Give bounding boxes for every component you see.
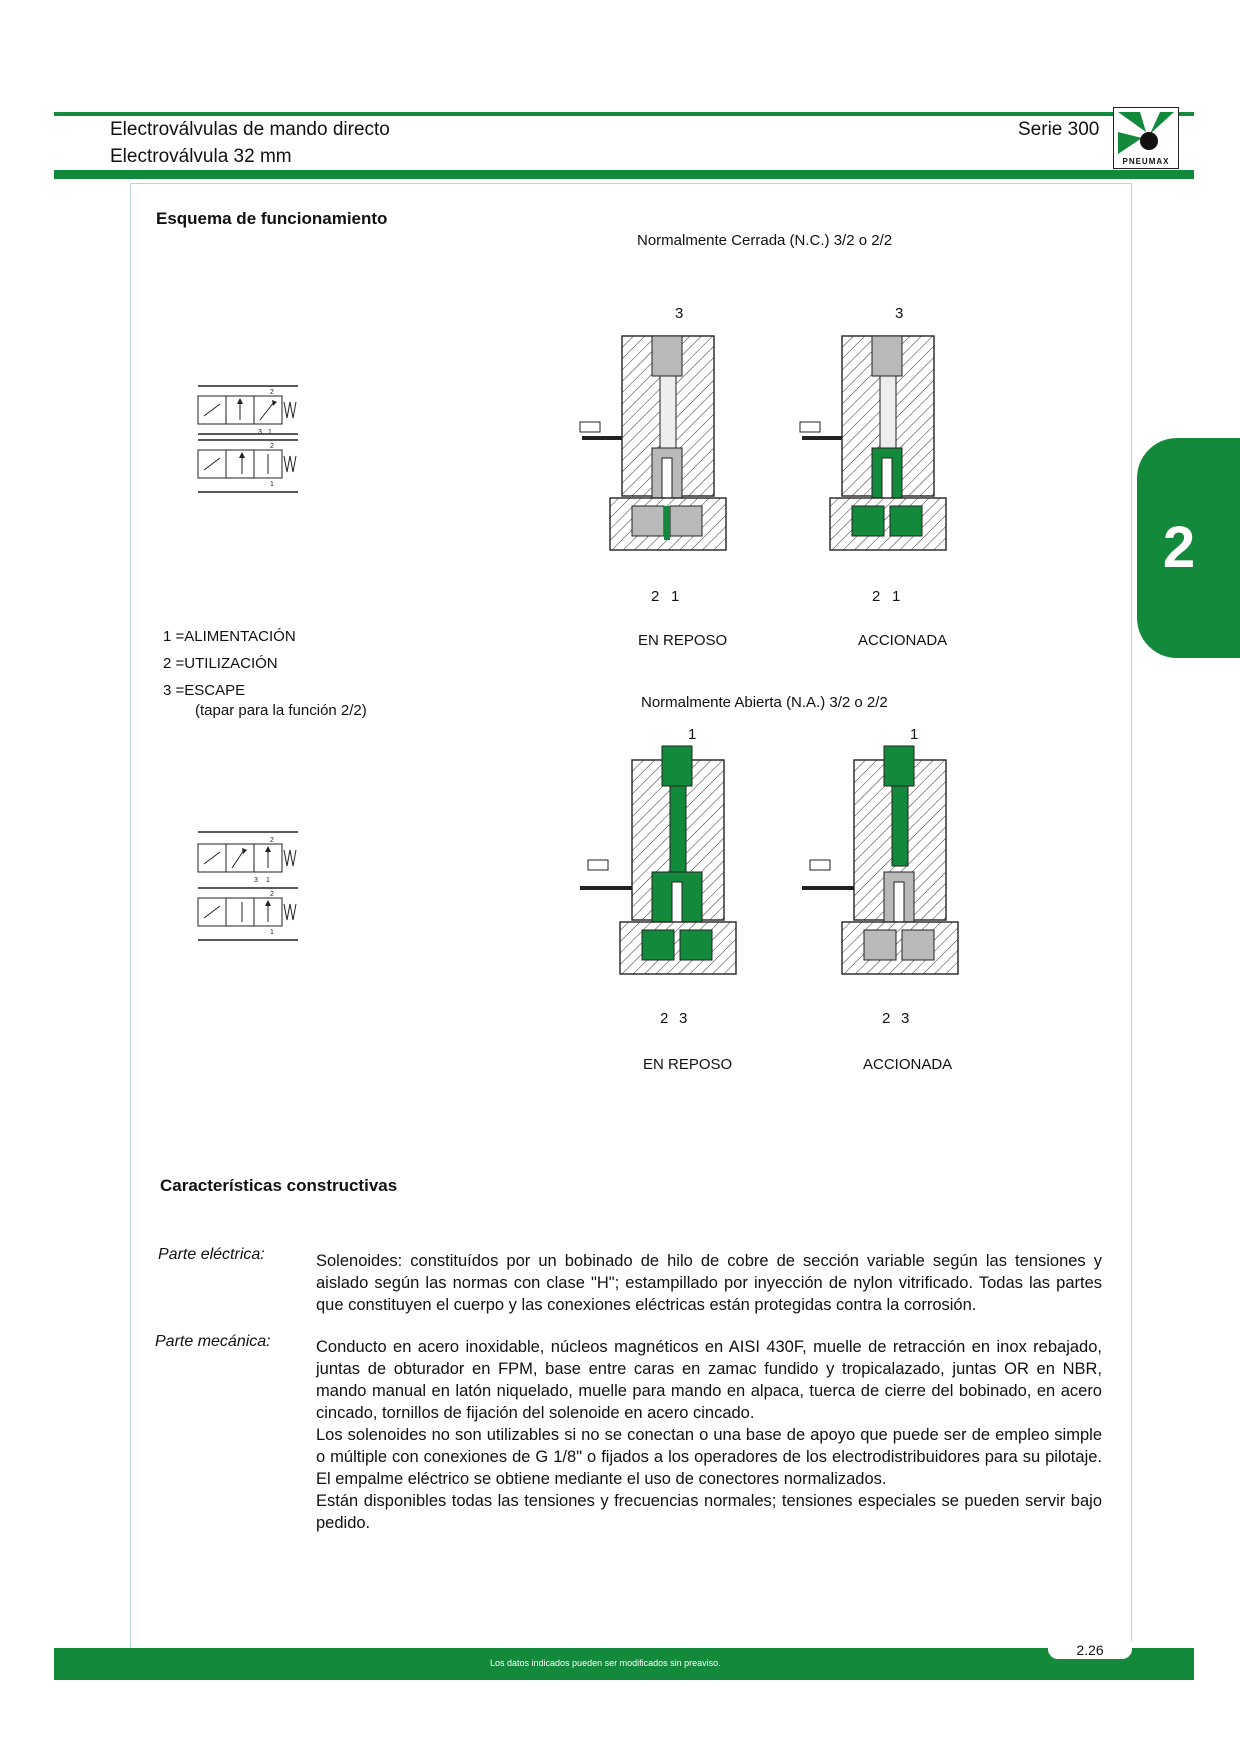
svg-text:1: 1 <box>266 877 270 884</box>
legend-num: 3 <box>163 682 172 699</box>
legend-item-1 <box>163 628 296 645</box>
na-rest-port-left: 2 <box>660 1010 669 1027</box>
valve-nc-rest-drawing <box>570 320 760 590</box>
na-rest-label: EN REPOSO <box>643 1056 733 1073</box>
legend-text: =ESCAPE <box>175 682 246 699</box>
nc-2-2-symbol <box>198 440 308 500</box>
svg-text:2: 2 <box>270 443 274 450</box>
schema-heading: Esquema de funcionamiento <box>156 209 388 228</box>
mechanical-paragraph-3: Están disponibles todas las tensiones y frecuencias normales; tensiones especiales se pueden servir bajo pedido. <box>316 1492 1102 1532</box>
legend-item-3 <box>163 682 245 699</box>
nc-rest-label: EN REPOSO <box>638 632 728 649</box>
na-2-2-symbol <box>198 888 308 958</box>
mechanical-paragraph-1: Conducto en acero inoxidable, núcleos magnéticos en AISI 430F, muelle de retracción en inox rebajado, juntas de obturador en FPM, base entre caras en zamac fundido y tropicalazado, juntas OR en NBR, mando manual en latón niquelado, muelle para mando en alpaca, tuerca de cierre del bobinado, en acero cincado, tornillos de fijación del solenoide en acero cincado. <box>316 1338 1102 1422</box>
svg-text:1: 1 <box>270 929 274 936</box>
logo-text: PNEUMAX <box>1122 157 1170 166</box>
nc-active-label: ACCIONADA <box>858 632 948 649</box>
svg-text:2: 2 <box>270 389 274 396</box>
legend-text: =ALIMENTACIÓN <box>175 628 296 645</box>
legend-num: 1 <box>163 628 172 645</box>
footer-note: Los datos indicados pueden ser modificados sin preaviso. <box>490 1658 721 1668</box>
na-rest-port-right: 3 <box>679 1010 688 1027</box>
valve-na-rest-drawing <box>580 744 770 1014</box>
nc-rest-top-port: 3 <box>675 305 684 322</box>
legend-note: (tapar para la función 2/2) <box>195 702 367 719</box>
legend-text: =UTILIZACIÓN <box>175 655 278 672</box>
svg-text:3: 3 <box>258 429 262 436</box>
svg-text:3: 3 <box>254 877 258 884</box>
chapter-tab-number: 2 <box>1162 515 1196 580</box>
na-3-2-symbol <box>198 832 308 892</box>
header-bottom-rule <box>54 170 1194 179</box>
na-active-port-left: 2 <box>882 1010 891 1027</box>
svg-text:2: 2 <box>270 837 274 844</box>
mechanical-paragraph-2: Los solenoides no son utilizables si no se conectan o una base de apoyo que puede ser de empleo simple o múltiple con conexiones de G 1/8" o fijados a los operadores de los electrodistribuidores para su pilotaje. El empalme eléctrico se obtiene mediante el uso de conectores normalizados. <box>316 1426 1102 1488</box>
nc-title: Normalmente Cerrada (N.C.) 3/2 o 2/2 <box>637 232 893 249</box>
nc-rest-port-right: 1 <box>671 588 680 605</box>
electrical-label: Parte eléctrica: <box>158 1246 265 1263</box>
chapter-tab[interactable] <box>1137 438 1240 658</box>
valve-nc-active-drawing <box>790 320 980 590</box>
na-active-label: ACCIONADA <box>863 1056 953 1073</box>
svg-text:2: 2 <box>270 891 274 898</box>
na-rest-top-port: 1 <box>688 726 697 743</box>
mechanical-label: Parte mecánica: <box>155 1333 271 1350</box>
svg-text:1: 1 <box>270 481 274 488</box>
na-active-port-right: 3 <box>901 1010 910 1027</box>
na-title: Normalmente Abierta (N.A.) 3/2 o 2/2 <box>641 694 888 711</box>
header-title-line2: Electroválvula 32 mm <box>110 146 292 167</box>
valve-na-active-drawing <box>802 744 992 1014</box>
nc-active-top-port: 3 <box>895 305 904 322</box>
legend-item-2 <box>163 655 278 672</box>
header-top-rule <box>54 112 1194 116</box>
na-active-top-port: 1 <box>910 726 919 743</box>
header-series: Serie 300 <box>1018 119 1100 140</box>
construction-heading: Características constructivas <box>160 1176 398 1195</box>
nc-rest-port-left: 2 <box>651 588 660 605</box>
legend-num: 2 <box>163 655 172 672</box>
header-title-line1: Electroválvulas de mando directo <box>110 119 390 140</box>
mechanical-text <box>316 1336 1102 1534</box>
page-number: 2.26 <box>1048 1641 1132 1659</box>
electrical-text: Solenoides: constituídos por un bobinado de hilo de cobre de sección variable según las tensiones y aislado según las normas con clase "H"; estampillado por inyección de nylon vitrificado. Todas las partes que constituyen el cuerpo y las conexiones eléctricas están protegidas contra la corrosión. <box>316 1252 1102 1314</box>
nc-active-port-left: 2 <box>872 588 881 605</box>
svg-text:1: 1 <box>268 429 272 436</box>
company-logo <box>1113 107 1179 169</box>
nc-active-port-right: 1 <box>892 588 901 605</box>
